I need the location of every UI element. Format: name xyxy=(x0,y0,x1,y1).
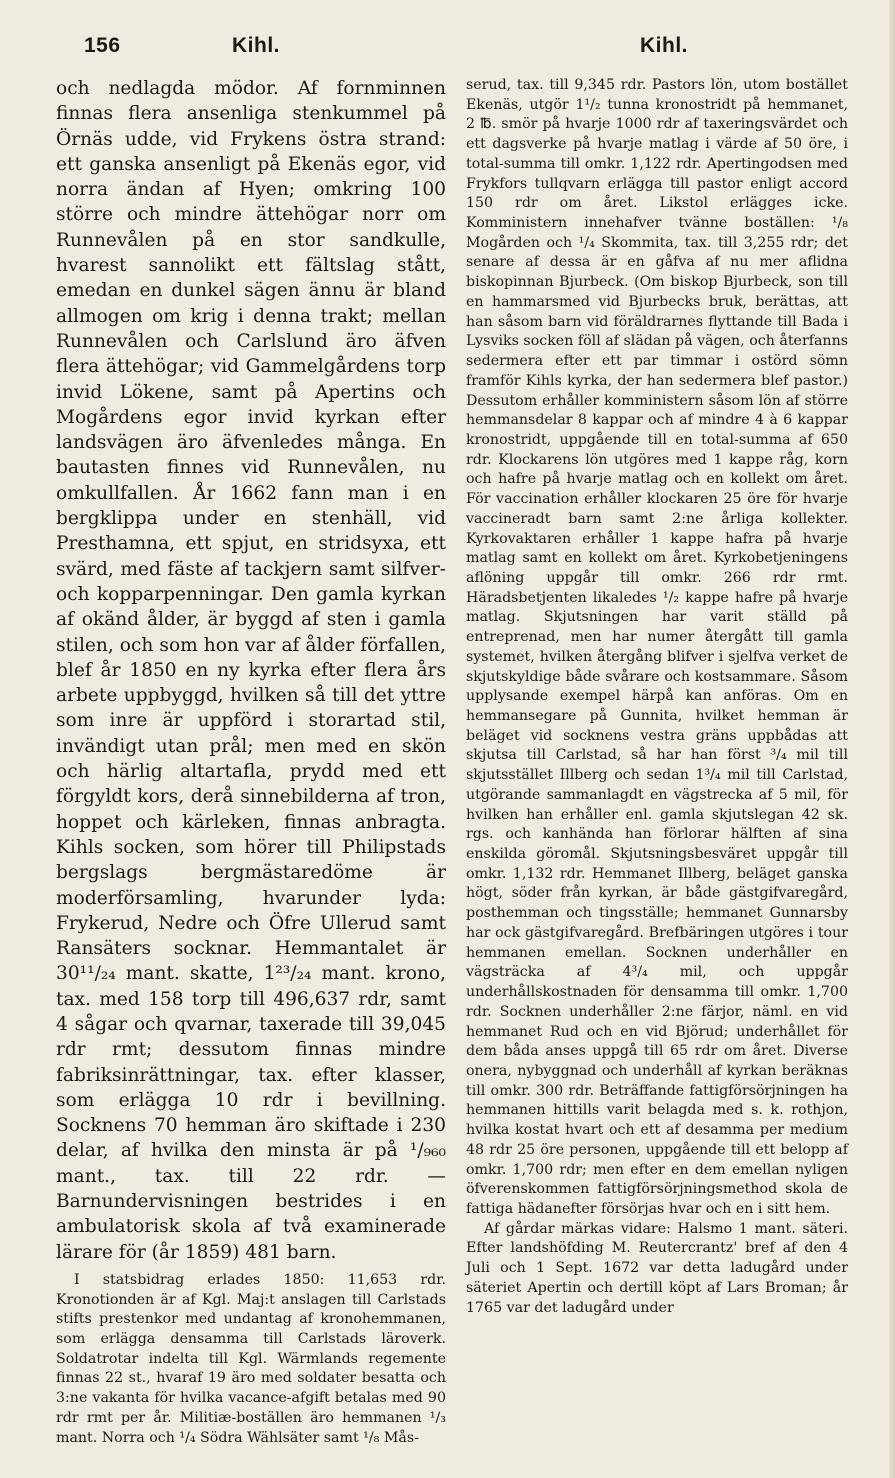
right-column xyxy=(466,76,848,1318)
running-title-right: Kihl. xyxy=(640,34,688,57)
left-paragraph: och nedlagda mödor. Af fornminnen finnas flera ansenliga stenkummel på Örnäs udde, vid Frykens östra strand: ett ganska ansenligt på Ekenäs egor, vid norra ändan af Hyen; omkring 100 större och mindre ättehögar norr om Runnevålen på en stor sandkulle, hvarest sannolikt ett fältslag stått, emedan en dunkel sägen ännu är bland allmogen om krig i denna trakt; mellan Runnevålen och Carlslund äro äfven flera ättehögar; vid Gammelgårdens torp invid Lökene, samt på Apertins och Mogårdens egor invid kyrkan efter landsvägen äro äfvenledes många. En bautasten finnes vid Runnevålen, nu omkullfallen. År 1662 fann man i en bergklippa under en stenhäll, vid Presthamna, ett spjut, en stridsyxa, ett svärd, med fäste af tackjern samt silfver- och kopparpenningar. Den gamla kyrkan af okänd ålder, är byggd af sten i gamla stilen, och som hon var af ålder förfallen, blef år 1850 en ny kyrka efter flera års arbete uppbyggd, hvilken så till det yttre som inre är uppförd i storartad stil, invändigt utan prål; men med en skön och härlig altartafla, prydd med ett förgyldt kors, derå sinnebilderna af tron, hoppet och kärleken, finnas anbragta. Kihls socken, som hörer till Philipstads bergslags bergmästaredöme är moderförsamling, hvarunder lyda: Frykerud, Nedre och Öfre Ullerud samt Ransäters socknar. Hemmantalet är 30¹¹/₂₄ mant. skatte, 1²³/₂₄ mant. krono, tax. med 158 torp till 496,637 rdr, samt 4 sågar och qvarnar, taxerade till 39,045 rdr rmt; dessutom finnas mindre fabriksinrättningar, tax. efter klasser, som erlägga 10 rdr i bevillning. Socknens 70 hemman äro skiftade i 230 delar, af hvilka den minsta är på ¹/₉₆₀ mant., tax. till 22 rdr. — Barnundervisningen bestrides i en ambulatorisk skola af två examinerade lärare för (år 1859) 481 barn. xyxy=(56,78,446,1263)
right-paragraph-1: serud, tax. till 9,345 rdr. Pastors lön, utom bostället Ekenäs, utgör 1¹/₂ tunna kronostridt på hemmanet, 2 ℔. smör på hvarje 1000 rdr af taxeringsvärdet och ett dagsverke på hvarje matlag i värde af 50 öre, i total-summa till omkr. 1,122 rdr. Apertingodsen med Frykfors tullqvarn erlägga till pastor enligt accord 150 rdr om året. Likstol erlägges icke. Komministern innehafver tvänne boställen: ¹/₈ Mogården och ¹/₄ Skommita, tax. till 3,255 rdr; det senare af dessa är en gåfva af nu mer aflidna biskopinnan Bjurbeck. (Om biskop Bjurbeck, son till en hammarsmed vid Bjurbecks bruk, berättas, att han såsom barn vid föräldrarnes flyttande till Bada i Lysviks socken föll af slädan på vägen, och återfanns sedermera efter ett par timmar i ostörd sömn framför Kihls kyrka, der han sedermera blef pastor.) Dessutom erhåller komministern såsom lön af större hemmansdelar 8 kappar och af mindre 4 à 6 kappar kronostridt, uppgående till en total-summa af 650 rdr. Klockarens lön utgöres med 1 kappe råg, korn och hafre på hvarje matlag och en kollekt om året. För vaccination erhåller klockaren 25 öre för hvarje vaccineradt barn samt 2:ne årliga kollekter. Kyrkovaktaren erhåller 1 kappe hafra på hvarje matlag samt en kollekt om året. Kyrkobetjeningens aflöning uppgår till omkr. 266 rdr rmt. Häradsbetjenten likaledes ¹/₂ kappe hafre på hvarje matlag. Skjutsningen har varit ställd på entreprenad, men har numer återgått till gamla systemet, hvilken återgång blifver i sjelfva verket de skjutskyldige både svårare och kostsammare. Såsom upplysande exempel härpå kan anföras. Om en hemmansegare på Gunnita, hvilket hemman är beläget vid socknens vestra gräns uppbådas att skjutsa till Carlstad, så har han först ³/₄ mil till skjutsstället Illberg och sedan 1³/₄ mil till Carlstad, utgörande sammanlagdt en vägstrecka af 5 mil, för hvilken han erhåller enl. gamla skjutslegan 42 sk. rgs. och kanhända han förlorar hälften af sina enskilda göromål. Skjutsningsbesväret uppgår till omkr. 1,132 rdr. Hemmanet Illberg, beläget ganska högt, söder från kyrkan, är både gästgifvaregård, posthemman och tingsställe; hemmanet Gunnarsby har ock gästgifvaregård. Brefbäringen utgöres i tour hemmanen emellan. Socknen underhåller en vägsträcka af 4³/₄ mil, och uppgår underhållskostnaden för densamma till omkr. 1,700 rdr. Socknen underhåller 2:ne färjor, näml. en vid hemmanet Rud och en vid Björud; underhållet för dem båda anses uppgå till 65 rdr om året. Diverse onera, nybyggnad och underhåll af kyrkan beräknas till omkr. 300 rdr. Beträffande fattigförsörjningen ha hemmanen hittills varit belagda med s. k. rothjon, hvilka kostat hvart och ett af desamma per medium 48 rdr 25 öre personen, uppgående till ett belopp af omkr. 1,700 rdr; men efter en dem emellan nyligen öfverenskommen fattigförsörjningsmethod skola de fattiga hädanefter försörjas hvar och en i sitt hem. xyxy=(466,77,848,1217)
left-column xyxy=(56,76,446,1448)
page-number: 156 xyxy=(84,34,121,57)
page-edge-shadow xyxy=(889,0,895,1478)
footnote-paragraph: I statsbidrag erlades 1850: 11,653 rdr. Kronotionden är af Kgl. Maj:t anslagen till Carlstads stifts prestenkor med undantag af kronohemmanen, som erlägga densamma till Carlstads läroverk. Soldatrotar indelta till Kgl. Wärmlands regemente finnas 22 st., hvaraf 19 äro med soldater besatta och 3:ne vakanta för hvilka vacance-afgift betalas med 90 rdr rmt per år. Militiæ-boställen äro hemmanen ¹/₃ mant. Norra och ¹/₄ Södra Wählsäter samt ¹/₈ Mås- xyxy=(56,1271,446,1446)
right-paragraph-2: Af gårdar märkas vidare: Halsmo 1 mant. säteri. Efter landshöfding M. Reutercrantz' bref af den 4 Juli och 1 Sept. 1672 var detta ladugård under säteriet Apertin och dertill köpt af Lars Broman; år 1765 var det ladugård under xyxy=(466,1220,848,1316)
left-footnote xyxy=(56,1271,446,1448)
right-text xyxy=(466,76,848,1318)
left-main-text xyxy=(56,76,446,1265)
page-header xyxy=(0,34,895,64)
running-title-left: Kihl. xyxy=(232,34,280,57)
